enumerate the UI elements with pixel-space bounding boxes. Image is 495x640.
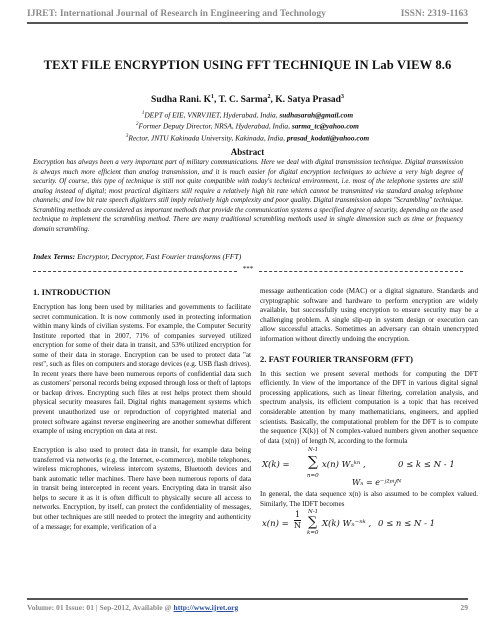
affiliation-line: $^3$Rector, JNTU Kakinada University, Kakinada, India, prasad_kodati@yahoo.com (125, 133, 370, 143)
paper-title: TEXT FILE ENCRYPTION USING FFT TECHNIQUE IN Lab VIEW 8.6 (43, 58, 452, 72)
abstract-text: Encryption has always been a very important part of military communications. Here we deal with digital transmission technique. Digital transmission is always much more efficient than analog transmission, and it is much easier for digital encryption techniques to achieve a very high degree of security. Of course, this type of technique is still not quite compatible with today's technical environment, i.e. most of the telephone systems are still analog instead of digital; most practical digitizers still require a relatively high bit rate which cannot be transmitted via standard analog telephone channels; and low bit rate speech digitizers still imply relatively high complexity and poor quality. Digital transmission adopts "Scrambling" technique. Scrambling methods are considered as important methods that provide the communication systems a specified degree of security, depending on the used technique to implement the scrambling method. There are many traditional scrambling methods used in single dimension such as time or frequency domain scrambling. (33, 158, 463, 233)
section-heading: 1. INTRODUCTION (33, 287, 111, 297)
author-name: Sudha Rani. K (151, 95, 211, 106)
journal-url-link[interactable]: http://www.ijret.org (173, 602, 239, 612)
footer-info: Volume: 01 Issue: 01 | Sep-2012, Available @ http://www.ijret.org (27, 602, 239, 612)
abstract-heading: Abstract (230, 147, 265, 157)
page-footer (27, 598, 468, 612)
affiliation-line: $^2$Former Deputy Director, NRSA, Hyderabad, India, sarma_tc@yahoo.com (136, 121, 359, 131)
paragraph: message authentication code (MAC) or a digital signature. Standards and cryptographic software and hardware to perform encryption are widely available, but successfully using encryption to ensure security may be a challenging problem. A single slip-up in system design or execution can allow successful attacks. Sometimes an adversary can obtain unencrypted information without directly undoing the encryption. (260, 287, 478, 343)
paragraph: In this section we present several methods for computing the DFT efficiently. In view of the importance of the DFT in various digital signal processing applications, such as linear filtering, correlation analysis, and spectrum analysis, its efficient computation is a topic that has received considerable attention by many mathematicians, engineers, and applied scientists. Basically, the computational problem for the DFT is to compute the sequence {X(k)} of N complex-valued numbers given another sequence of data {x(n)} of length N, according to the formula (260, 369, 478, 445)
right-column (260, 287, 478, 537)
author-name: T. C. Sarma (218, 95, 268, 106)
author-list (27, 94, 468, 105)
journal-name: IJRET: International Journal of Research in Engineering and Technology (27, 9, 326, 19)
email-link[interactable]: sarma_tc@yahoo.com (291, 121, 359, 131)
page-number: 29 (460, 602, 468, 612)
affiliation-line: $^1$DEPT of EIE, VNRVJIET, Hyderabad, India, sudhasarah@gmail.com (141, 110, 354, 120)
divider-stars: *** (237, 265, 259, 273)
summation-symbol: ∑ (308, 454, 318, 471)
author-sep: , (270, 95, 276, 106)
author-sup: 3 (340, 94, 344, 100)
index-terms (33, 252, 463, 261)
email-link[interactable]: prasad_kodati@yahoo.com (286, 133, 370, 143)
paragraph: Encryption is also used to protect data in transit, for example data being transferred via networks (e.g. the Internet, e-commerce), mobile telephones, wireless microphones, wireless intercom systems, Bluetooth devices and bank automatic teller machines. There have been numerous reports of data in transit being intercepted in recent years. Encrypting data in transit also helps to secure it as it is often difficult to physically secure all access to networks. Encryption, by itself, can protect the confidentiality of messages, but other techniques are still needed to protect the integrity and authenticity of a message; for example, verification of a (33, 446, 251, 531)
running-header (27, 8, 468, 24)
paragraph: In general, the data sequence x(n) is also assumed to be complex valued. Similarly, The IDFT becomes (260, 490, 478, 508)
section-heading: 2. FAST FOURIER TRANSFORM (FFT) (260, 353, 414, 364)
author-sup: 1 (210, 94, 214, 100)
author-sup: 2 (267, 94, 271, 100)
paragraph: Encryption has long been used by militaries and governments to facilitate secret communication. It is now commonly used in protecting information within many kinds of civilian systems. For example, the Computer Security Institute reported that in 2007, 71% of companies surveyed utilized encryption for some of their data in transit, and 53% utilized encryption for some of their data in storage. Encryption can be used to protect data "at rest", such as files on computers and storage devices (e.g. USB flash drives). In recent years there have been numerous reports of confidential data such as customers' personal records being exposed through loss or theft of laptops or backup drives. Encrypting such files at rest helps protect them should physical security measures fail. Digital rights management systems which prevent unauthorized use or reproduction of copyrighted material and protect software against reverse engineering are another somewhat different example of using encryption on data at rest. (33, 303, 251, 436)
dft-equation: X(k) = N-1 ∑ n=0 x(n) Wₙᵏⁿ , 0 ≤ k ≤ N - 1 Wₙ = e⁻ʲ²ᵖⁱ/ᴺ (262, 447, 455, 488)
email-link[interactable]: sudhasarah@gmail.com (279, 110, 354, 120)
fraction: $\frac{1}{N}$ (294, 510, 302, 531)
idft-equation: x(n) = $\frac{1}{N}$ N-1 ∑ k=0 X(k) Wₙ⁻ⁿᵏ , 0 ≤ n ≤ N - 1 (262, 509, 436, 537)
left-column (33, 287, 251, 532)
summation-symbol: ∑ (308, 515, 318, 531)
index-terms-text: Encryptor, Decryptor, Fast Fourier transforms (FFT) (75, 252, 242, 261)
issn: ISSN: 2319-1163 (400, 9, 468, 19)
affiliations (27, 109, 468, 143)
author-sep: , (213, 95, 219, 106)
index-terms-label: Index Terms: (33, 252, 76, 261)
author-name: K. Satya Prasad (275, 95, 341, 106)
